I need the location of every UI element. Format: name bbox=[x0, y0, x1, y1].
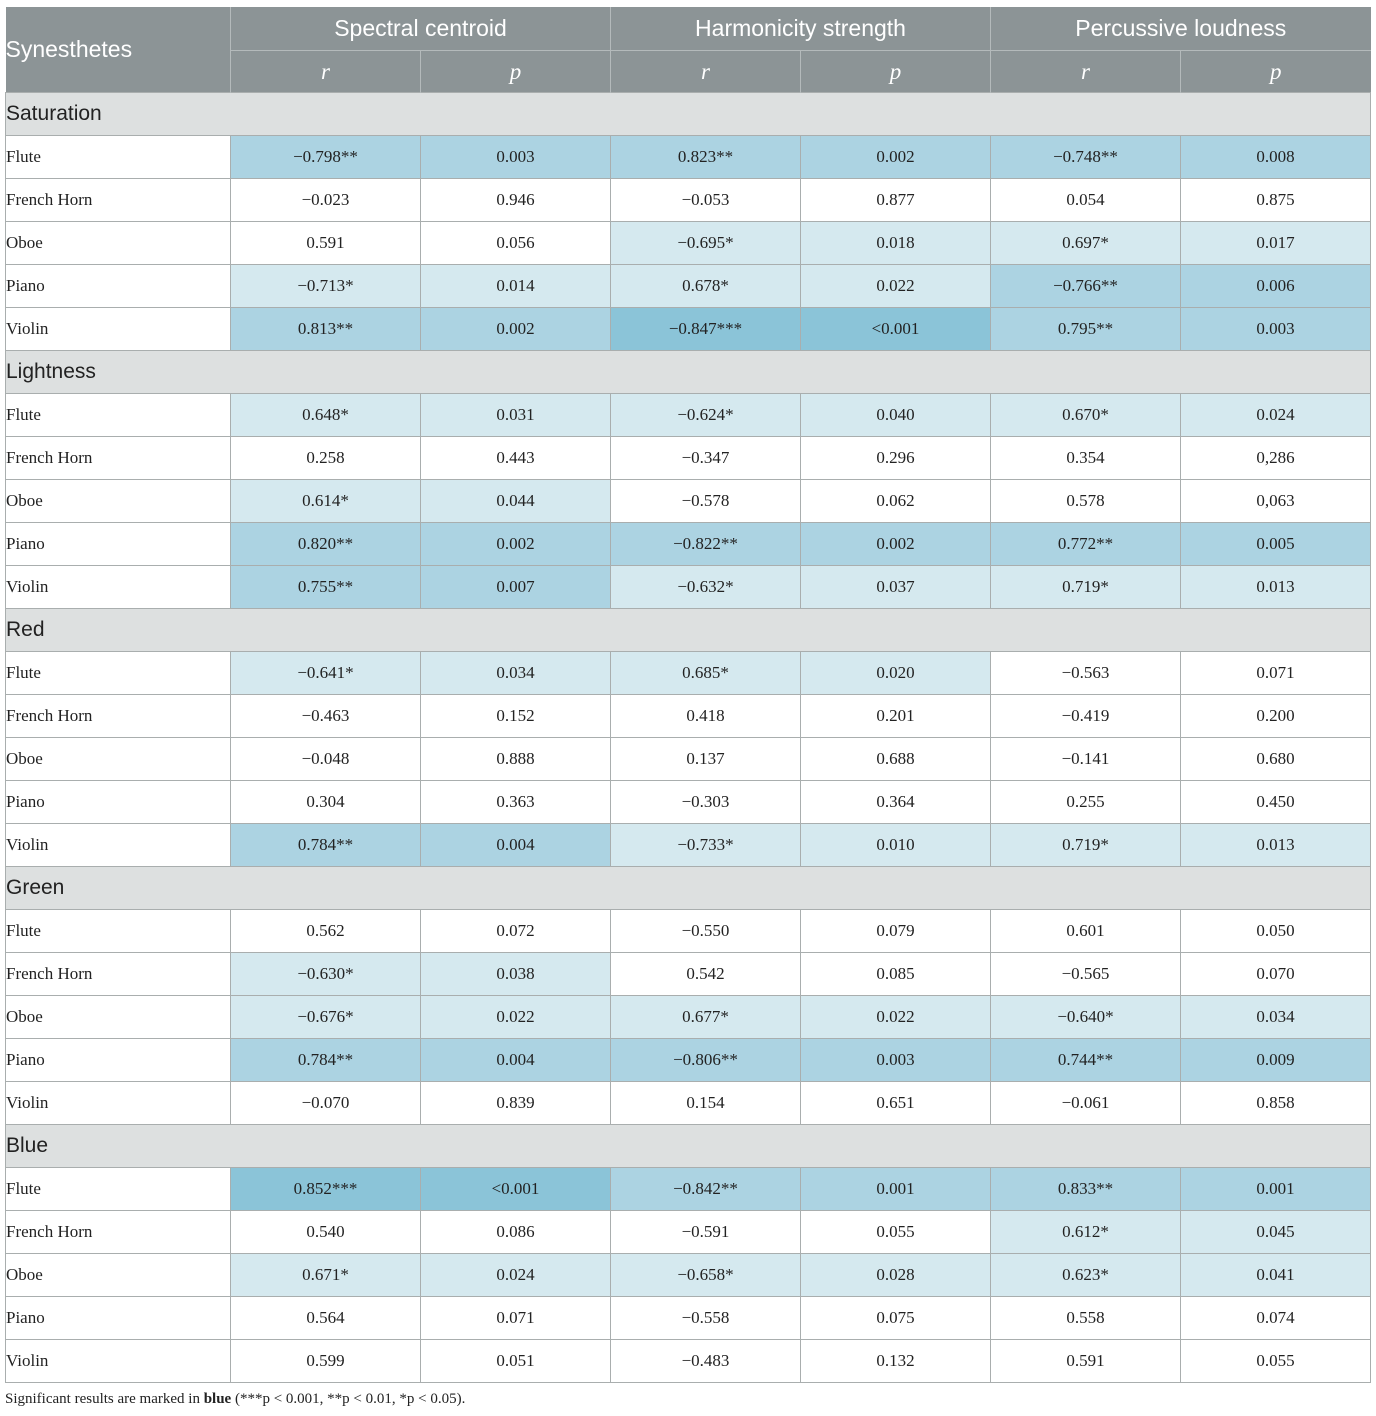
table-cell: 0.056 bbox=[421, 222, 611, 265]
section-title: Red bbox=[6, 609, 1371, 652]
table-cell: 0.024 bbox=[1181, 394, 1371, 437]
table-row bbox=[6, 1082, 1371, 1125]
table-cell: 0.418 bbox=[611, 695, 801, 738]
table-cell: 0.591 bbox=[231, 222, 421, 265]
header-p: p bbox=[1181, 51, 1371, 93]
table-cell: −0.061 bbox=[991, 1082, 1181, 1125]
table-cell: 0.041 bbox=[1181, 1254, 1371, 1297]
table-cell: 0.010 bbox=[801, 824, 991, 867]
table-cell: −0.766** bbox=[991, 265, 1181, 308]
table-cell: 0.648* bbox=[231, 394, 421, 437]
row-label: Flute bbox=[6, 394, 231, 437]
table-cell: 0.540 bbox=[231, 1211, 421, 1254]
table-cell: 0.050 bbox=[1181, 910, 1371, 953]
table-cell: 0.443 bbox=[421, 437, 611, 480]
table-cell: −0.483 bbox=[611, 1340, 801, 1383]
row-label: Flute bbox=[6, 136, 231, 179]
header-row-groups bbox=[6, 7, 1371, 51]
table-cell: 0.022 bbox=[421, 996, 611, 1039]
table-cell: 0.614* bbox=[231, 480, 421, 523]
table-cell: −0.558 bbox=[611, 1297, 801, 1340]
table-row bbox=[6, 179, 1371, 222]
table-cell: −0.550 bbox=[611, 910, 801, 953]
footnote-bold: blue bbox=[203, 1391, 232, 1407]
table-cell: 0.685* bbox=[611, 652, 801, 695]
table-cell: 0.008 bbox=[1181, 136, 1371, 179]
table-row bbox=[6, 523, 1371, 566]
table-cell: −0.578 bbox=[611, 480, 801, 523]
table-row bbox=[6, 437, 1371, 480]
table-row bbox=[6, 1168, 1371, 1211]
row-label: Flute bbox=[6, 910, 231, 953]
table-row bbox=[6, 1039, 1371, 1082]
table-row bbox=[6, 222, 1371, 265]
table-cell: 0.671* bbox=[231, 1254, 421, 1297]
table-cell: 0.744** bbox=[991, 1039, 1181, 1082]
table-cell: 0.038 bbox=[421, 953, 611, 996]
table-cell: 0.044 bbox=[421, 480, 611, 523]
row-label: Flute bbox=[6, 652, 231, 695]
table-cell: 0.152 bbox=[421, 695, 611, 738]
table-cell: 0.055 bbox=[1181, 1340, 1371, 1383]
row-label: Violin bbox=[6, 308, 231, 351]
table-cell: 0.018 bbox=[801, 222, 991, 265]
footnote-prefix: Significant results are marked in bbox=[5, 1391, 204, 1407]
table-cell: 0.304 bbox=[231, 781, 421, 824]
header-p: p bbox=[421, 51, 611, 93]
table-cell: −0.303 bbox=[611, 781, 801, 824]
table-cell: −0.591 bbox=[611, 1211, 801, 1254]
table-cell: 0.651 bbox=[801, 1082, 991, 1125]
table-cell: 0.002 bbox=[801, 136, 991, 179]
table-cell: −0.847*** bbox=[611, 308, 801, 351]
table-cell: 0.004 bbox=[421, 1039, 611, 1082]
table-cell: 0.772** bbox=[991, 523, 1181, 566]
row-label: Flute bbox=[6, 1168, 231, 1211]
table-cell: −0.565 bbox=[991, 953, 1181, 996]
table-cell: −0.463 bbox=[231, 695, 421, 738]
table-cell: 0.719* bbox=[991, 824, 1181, 867]
table-cell: 0.085 bbox=[801, 953, 991, 996]
table-cell: 0.005 bbox=[1181, 523, 1371, 566]
row-label: French Horn bbox=[6, 179, 231, 222]
table-row bbox=[6, 1254, 1371, 1297]
row-label: Piano bbox=[6, 1297, 231, 1340]
table-cell: 0.697* bbox=[991, 222, 1181, 265]
table-cell: 0.070 bbox=[1181, 953, 1371, 996]
table-cell: −0.806** bbox=[611, 1039, 801, 1082]
table-cell: −0.624* bbox=[611, 394, 801, 437]
table-cell: 0.946 bbox=[421, 179, 611, 222]
header-harmonicity-strength: Harmonicity strength bbox=[611, 7, 991, 51]
row-label: Oboe bbox=[6, 1254, 231, 1297]
row-label: Piano bbox=[6, 523, 231, 566]
table-cell: 0.040 bbox=[801, 394, 991, 437]
table-cell: −0.676* bbox=[231, 996, 421, 1039]
table-cell: 0.296 bbox=[801, 437, 991, 480]
table-cell: −0.070 bbox=[231, 1082, 421, 1125]
row-label: French Horn bbox=[6, 695, 231, 738]
table-cell: 0.022 bbox=[801, 996, 991, 1039]
table-cell: 0.034 bbox=[1181, 996, 1371, 1039]
table-row bbox=[6, 738, 1371, 781]
table-cell: −0.419 bbox=[991, 695, 1181, 738]
table-cell: −0.641* bbox=[231, 652, 421, 695]
table-cell: 0.450 bbox=[1181, 781, 1371, 824]
row-label: Oboe bbox=[6, 480, 231, 523]
table-row bbox=[6, 308, 1371, 351]
table-cell: 0.002 bbox=[421, 523, 611, 566]
table-cell: −0.632* bbox=[611, 566, 801, 609]
row-label: Violin bbox=[6, 824, 231, 867]
footnote-suffix: (***p < 0.001, **p < 0.01, *p < 0.05). bbox=[231, 1391, 466, 1407]
header-p: p bbox=[801, 51, 991, 93]
table-cell: 0.201 bbox=[801, 695, 991, 738]
table-cell: 0.839 bbox=[421, 1082, 611, 1125]
header-r: r bbox=[991, 51, 1181, 93]
table-cell: 0.784** bbox=[231, 824, 421, 867]
table-row bbox=[6, 566, 1371, 609]
table-cell: 0.002 bbox=[421, 308, 611, 351]
table-cell: 0.071 bbox=[1181, 652, 1371, 695]
section-title: Lightness bbox=[6, 351, 1371, 394]
table-row bbox=[6, 394, 1371, 437]
table-cell: 0.154 bbox=[611, 1082, 801, 1125]
table-row bbox=[6, 781, 1371, 824]
table-cell: 0.833** bbox=[991, 1168, 1181, 1211]
table-cell: 0.363 bbox=[421, 781, 611, 824]
table-row bbox=[6, 910, 1371, 953]
table-row bbox=[6, 652, 1371, 695]
table-cell: −0.023 bbox=[231, 179, 421, 222]
table-cell: 0.045 bbox=[1181, 1211, 1371, 1254]
table-cell: −0.842** bbox=[611, 1168, 801, 1211]
table-cell: 0.054 bbox=[991, 179, 1181, 222]
table-cell: −0.733* bbox=[611, 824, 801, 867]
table-row bbox=[6, 953, 1371, 996]
section-row bbox=[6, 93, 1371, 136]
table-row bbox=[6, 480, 1371, 523]
table-row bbox=[6, 265, 1371, 308]
table-cell: 0.017 bbox=[1181, 222, 1371, 265]
table-cell: 0.003 bbox=[801, 1039, 991, 1082]
table-cell: 0.075 bbox=[801, 1297, 991, 1340]
table-row bbox=[6, 1297, 1371, 1340]
table-row bbox=[6, 136, 1371, 179]
table-cell: 0.680 bbox=[1181, 738, 1371, 781]
header-synesthetes: Synesthetes bbox=[6, 7, 231, 93]
table-body bbox=[6, 93, 1371, 1383]
section-row bbox=[6, 609, 1371, 652]
correlation-table bbox=[5, 7, 1371, 1383]
table-cell: −0.048 bbox=[231, 738, 421, 781]
table-cell: 0.599 bbox=[231, 1340, 421, 1383]
header-spectral-centroid: Spectral centroid bbox=[231, 7, 611, 51]
table-row bbox=[6, 1211, 1371, 1254]
table-cell: 0.852*** bbox=[231, 1168, 421, 1211]
table-cell: 0.001 bbox=[1181, 1168, 1371, 1211]
section-title: Saturation bbox=[6, 93, 1371, 136]
table-cell: 0.877 bbox=[801, 179, 991, 222]
table-cell: −0.563 bbox=[991, 652, 1181, 695]
header-percussive-loudness: Percussive loudness bbox=[991, 7, 1371, 51]
section-title: Green bbox=[6, 867, 1371, 910]
table-cell: 0.670* bbox=[991, 394, 1181, 437]
table-cell: 0.578 bbox=[991, 480, 1181, 523]
table-cell: 0.562 bbox=[231, 910, 421, 953]
table-cell: 0.688 bbox=[801, 738, 991, 781]
row-label: Piano bbox=[6, 1039, 231, 1082]
table-cell: 0.055 bbox=[801, 1211, 991, 1254]
table-cell: −0.658* bbox=[611, 1254, 801, 1297]
row-label: Oboe bbox=[6, 996, 231, 1039]
table-cell: 0.795** bbox=[991, 308, 1181, 351]
table-cell: 0.137 bbox=[611, 738, 801, 781]
table-cell: 0.001 bbox=[801, 1168, 991, 1211]
table-cell: 0.062 bbox=[801, 480, 991, 523]
table-cell: 0.719* bbox=[991, 566, 1181, 609]
table-cell: −0.640* bbox=[991, 996, 1181, 1039]
table-cell: 0.542 bbox=[611, 953, 801, 996]
table-cell: 0.071 bbox=[421, 1297, 611, 1340]
table-cell: 0,286 bbox=[1181, 437, 1371, 480]
table-cell: 0.013 bbox=[1181, 824, 1371, 867]
row-label: Oboe bbox=[6, 222, 231, 265]
table-cell: 0.003 bbox=[421, 136, 611, 179]
table-cell: 0.014 bbox=[421, 265, 611, 308]
table-cell: 0.601 bbox=[991, 910, 1181, 953]
table-cell: −0.141 bbox=[991, 738, 1181, 781]
table-cell: −0.053 bbox=[611, 179, 801, 222]
table-cell: 0.755** bbox=[231, 566, 421, 609]
table-cell: 0,063 bbox=[1181, 480, 1371, 523]
row-label: Violin bbox=[6, 566, 231, 609]
table-cell: 0.858 bbox=[1181, 1082, 1371, 1125]
table-cell: 0.006 bbox=[1181, 265, 1371, 308]
table-cell: 0.623* bbox=[991, 1254, 1181, 1297]
table-cell: 0.003 bbox=[1181, 308, 1371, 351]
table-cell: −0.713* bbox=[231, 265, 421, 308]
row-label: Violin bbox=[6, 1082, 231, 1125]
table-cell: 0.813** bbox=[231, 308, 421, 351]
header-r: r bbox=[611, 51, 801, 93]
table-row bbox=[6, 824, 1371, 867]
table-footnote bbox=[5, 1391, 465, 1408]
row-label: Violin bbox=[6, 1340, 231, 1383]
table-cell: 0.031 bbox=[421, 394, 611, 437]
header-r: r bbox=[231, 51, 421, 93]
section-row bbox=[6, 1125, 1371, 1168]
table-row bbox=[6, 996, 1371, 1039]
table-cell: −0.748** bbox=[991, 136, 1181, 179]
table-cell: 0.051 bbox=[421, 1340, 611, 1383]
row-label: French Horn bbox=[6, 1211, 231, 1254]
table-cell: 0.074 bbox=[1181, 1297, 1371, 1340]
table-cell: 0.255 bbox=[991, 781, 1181, 824]
table-cell: 0.364 bbox=[801, 781, 991, 824]
table-cell: 0.034 bbox=[421, 652, 611, 695]
table-cell: −0.695* bbox=[611, 222, 801, 265]
table-cell: 0.612* bbox=[991, 1211, 1181, 1254]
table-cell: −0.822** bbox=[611, 523, 801, 566]
table-cell: 0.004 bbox=[421, 824, 611, 867]
table-cell: 0.258 bbox=[231, 437, 421, 480]
row-label: Piano bbox=[6, 265, 231, 308]
table-cell: 0.079 bbox=[801, 910, 991, 953]
row-label: French Horn bbox=[6, 437, 231, 480]
table-cell: 0.888 bbox=[421, 738, 611, 781]
table-cell: −0.798** bbox=[231, 136, 421, 179]
table-cell: 0.037 bbox=[801, 566, 991, 609]
table-cell: 0.875 bbox=[1181, 179, 1371, 222]
table-cell: <0.001 bbox=[801, 308, 991, 351]
table-cell: 0.013 bbox=[1181, 566, 1371, 609]
table-cell: 0.784** bbox=[231, 1039, 421, 1082]
table-cell: 0.007 bbox=[421, 566, 611, 609]
row-label: Oboe bbox=[6, 738, 231, 781]
section-row bbox=[6, 867, 1371, 910]
table-cell: 0.823** bbox=[611, 136, 801, 179]
table-cell: 0.564 bbox=[231, 1297, 421, 1340]
table-cell: 0.002 bbox=[801, 523, 991, 566]
table-cell: 0.022 bbox=[801, 265, 991, 308]
table-cell: 0.020 bbox=[801, 652, 991, 695]
table-cell: 0.678* bbox=[611, 265, 801, 308]
table-cell: 0.072 bbox=[421, 910, 611, 953]
section-row bbox=[6, 351, 1371, 394]
row-label: Piano bbox=[6, 781, 231, 824]
table-cell: 0.200 bbox=[1181, 695, 1371, 738]
table-cell: −0.630* bbox=[231, 953, 421, 996]
table-cell: 0.354 bbox=[991, 437, 1181, 480]
table-row bbox=[6, 695, 1371, 738]
table-cell: <0.001 bbox=[421, 1168, 611, 1211]
table-cell: 0.591 bbox=[991, 1340, 1181, 1383]
table-cell: 0.558 bbox=[991, 1297, 1181, 1340]
row-label: French Horn bbox=[6, 953, 231, 996]
table-cell: 0.028 bbox=[801, 1254, 991, 1297]
table-cell: 0.820** bbox=[231, 523, 421, 566]
table-cell: 0.024 bbox=[421, 1254, 611, 1297]
table-cell: 0.086 bbox=[421, 1211, 611, 1254]
table-cell: 0.677* bbox=[611, 996, 801, 1039]
section-title: Blue bbox=[6, 1125, 1371, 1168]
table-cell: −0.347 bbox=[611, 437, 801, 480]
table-cell: 0.132 bbox=[801, 1340, 991, 1383]
table-row bbox=[6, 1340, 1371, 1383]
table-cell: 0.009 bbox=[1181, 1039, 1371, 1082]
